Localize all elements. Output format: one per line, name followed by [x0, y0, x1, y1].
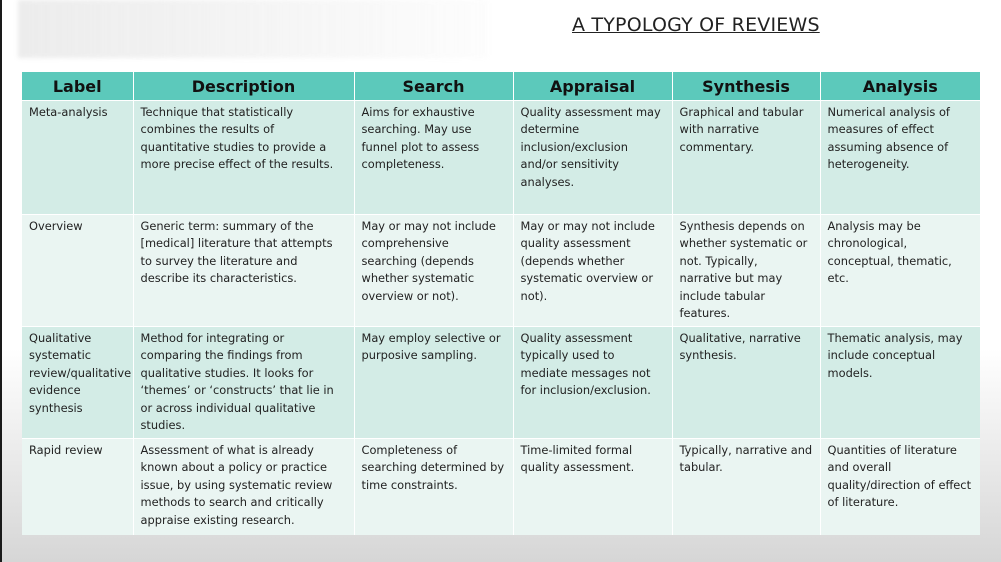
cell-search: May or may not include comprehensive searching (depends whether systematic overview or not).	[354, 215, 513, 327]
slide-title: A TYPOLOGY OF REVIEWS	[572, 14, 820, 36]
table-row	[22, 101, 980, 215]
decorative-background-shape	[18, 0, 488, 58]
cell-label: Meta-analysis	[22, 101, 133, 215]
cell-description: Assessment of what is already known about a policy or practice issue, by using systematic review methods to search and critically appraise existing research.	[133, 439, 354, 535]
cell-analysis: Thematic analysis, may include conceptual models.	[820, 327, 980, 439]
cell-analysis: Numerical analysis of measures of effect assuming absence of heterogeneity.	[820, 101, 980, 215]
cell-analysis: Analysis may be chronological, conceptual, thematic, etc.	[820, 215, 980, 327]
cell-description: Technique that statistically combines the results of quantitative studies to provide a more precise effect of the results.	[133, 101, 354, 215]
cell-search: Aims for exhaustive searching. May use funnel plot to assess completeness.	[354, 101, 513, 215]
header-search: Search	[354, 72, 513, 101]
cell-appraisal: Quality assessment typically used to mediate messages not for inclusion/exclusion.	[513, 327, 672, 439]
table-row	[22, 327, 980, 439]
header-description: Description	[133, 72, 354, 101]
cell-search: Completeness of searching determined by time constraints.	[354, 439, 513, 535]
cell-description: Method for integrating or comparing the findings from qualitative studies. It looks for ‘themes’ or ‘constructs’ that lie in or across individual qualitative studies.	[133, 327, 354, 439]
cell-synthesis: Typically, narrative and tabular.	[672, 439, 820, 535]
table-row	[22, 215, 980, 327]
cell-label: Qualitative systematic review/qualitative evidence synthesis	[22, 327, 133, 439]
table-row	[22, 439, 980, 535]
cell-appraisal: May or may not include quality assessment (depends whether systematic overview or not).	[513, 215, 672, 327]
table-header-row	[22, 72, 980, 101]
header-synthesis: Synthesis	[672, 72, 820, 101]
cell-label: Overview	[22, 215, 133, 327]
header-analysis: Analysis	[820, 72, 980, 101]
cell-appraisal: Quality assessment may determine inclusion/exclusion and/or sensitivity analyses.	[513, 101, 672, 215]
header-appraisal: Appraisal	[513, 72, 672, 101]
typology-table	[22, 72, 980, 535]
cell-appraisal: Time-limited formal quality assessment.	[513, 439, 672, 535]
slide-edge	[0, 0, 2, 562]
cell-synthesis: Graphical and tabular with narrative commentary.	[672, 101, 820, 215]
cell-label: Rapid review	[22, 439, 133, 535]
cell-synthesis: Qualitative, narrative synthesis.	[672, 327, 820, 439]
header-label: Label	[22, 72, 133, 101]
cell-search: May employ selective or purposive sampling.	[354, 327, 513, 439]
cell-synthesis: Synthesis depends on whether systematic or not. Typically, narrative but may include tabular features.	[672, 215, 820, 327]
cell-analysis: Quantities of literature and overall quality/direction of effect of literature.	[820, 439, 980, 535]
cell-description: Generic term: summary of the [medical] literature that attempts to survey the literature and describe its characteristics.	[133, 215, 354, 327]
